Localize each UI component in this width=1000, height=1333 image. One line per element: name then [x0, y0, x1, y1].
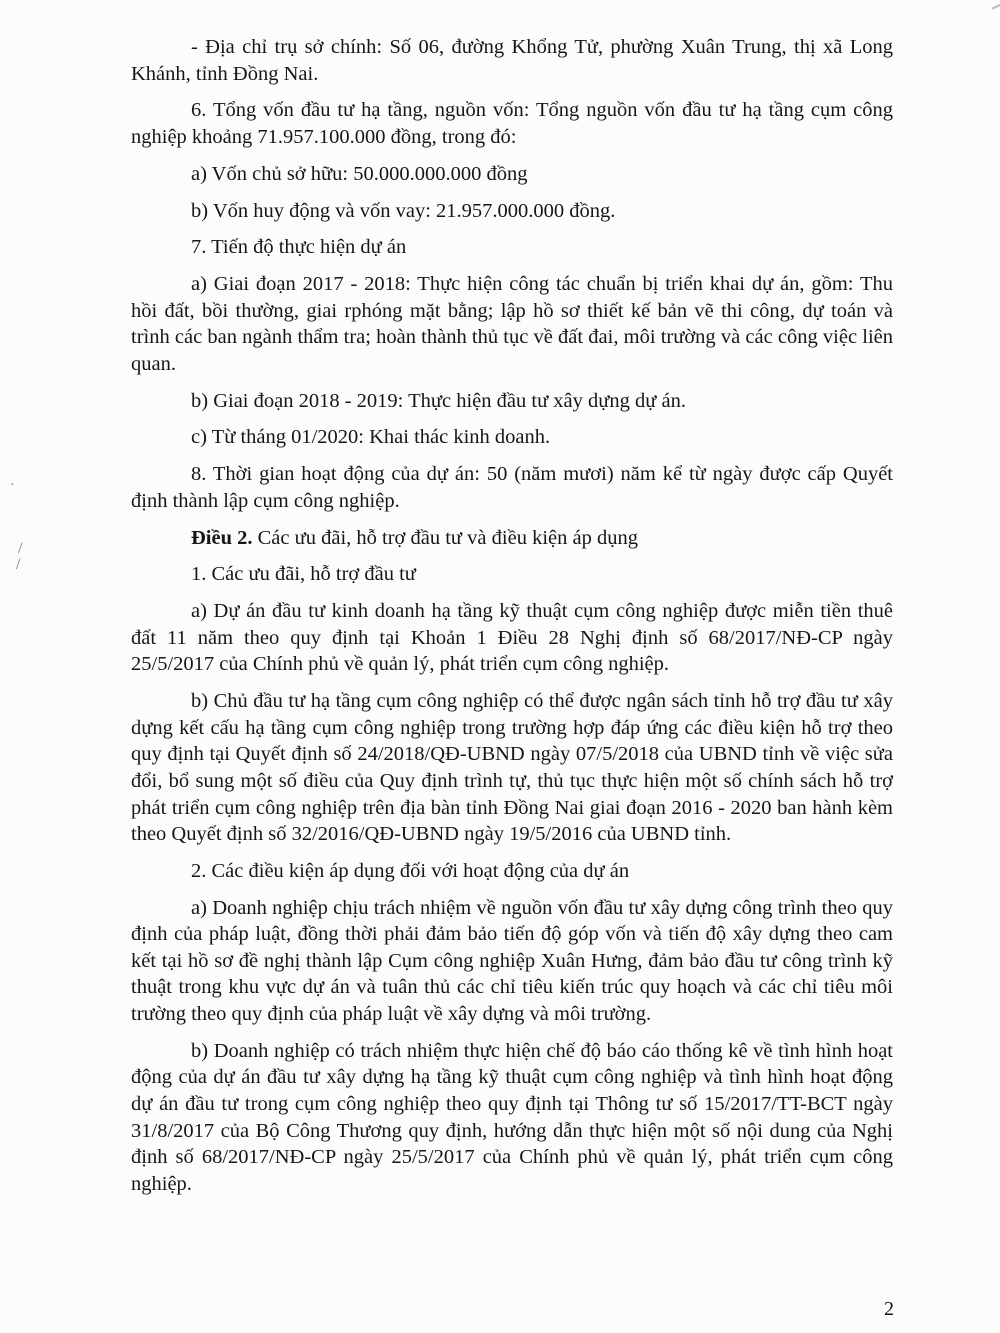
margin-mark: /: [16, 556, 21, 573]
paragraph: 6. Tổng vốn đầu tư hạ tầng, nguồn vốn: Tổng nguồn vốn đầu tư hạ tầng cụm công nghiệp khoảng 71.957.100.000 đồng, trong đó:: [131, 99, 893, 148]
article-label: Điều 2.: [191, 526, 253, 549]
paragraph: a) Dự án đầu tư kinh doanh hạ tầng kỹ thuật cụm công nghiệp được miễn tiền thuê đất 11 năm theo quy định tại Khoản 1 Điều 28 Nghị định số 68/2017/NĐ-CP ngày 25/5/2017 của Chính phủ về quản lý, phát triển cụm công nghiệp.: [131, 600, 893, 676]
paragraph: a) Vốn chủ sở hữu: 50.000.000.000 đồng: [191, 162, 528, 185]
paragraph: 1. Các ưu đãi, hỗ trợ đầu tư: [191, 563, 416, 586]
page-number: 2: [884, 1298, 894, 1320]
paragraph: b) Doanh nghiệp có trách nhiệm thực hiện chế độ báo cáo thống kê về tình hình hoạt động của dự án đầu tư xây dựng hạ tầng kỹ thuật cụm công nghiệp và tình hình hoạt động dự án đầu tư trong cụm công nghiệp theo quy định tại Thông tư số 15/2017/TT-BCT ngày 31/8/2017 của Bộ Công Thương quy định, hướng dẫn thực hiện một số nội dung của Nghị định số 68/2017/NĐ-CP ngày 25/5/2017 của Chính phủ về quản lý, phát triển cụm công nghiệp.: [131, 1039, 893, 1195]
corner-mark: [989, 0, 1000, 10]
margin-mark: ·: [10, 478, 15, 493]
margin-mark: /: [18, 540, 23, 557]
paragraph: 8. Thời gian hoạt động của dự án: 50 (năm mươi) năm kể từ ngày được cấp Quyết định thành lập cụm công nghiệp.: [131, 463, 893, 512]
paragraph: 7. Tiến độ thực hiện dự án: [191, 236, 407, 259]
paragraph: b) Chủ đầu tư hạ tầng cụm công nghiệp có thể được ngân sách tỉnh hỗ trợ đầu tư xây dựng kết cấu hạ tầng cụm công nghiệp trong trường hợp đáp ứng các điều kiện hỗ trợ theo quy định tại Quyết định số 24/2018/QĐ-UBND ngày 07/5/2018 của UBND tỉnh về việc sửa đổi, bổ sung một số điều của Quy định trình tự, thủ tục thực hiện một số chính sách hỗ trợ phát triển cụm công nghiệp trên địa bàn tỉnh Đồng Nai giai đoạn 2016 - 2020 ban hành kèm theo Quyết định số 32/2016/QĐ-UBND ngày 19/5/2016 của UBND tỉnh.: [131, 690, 893, 846]
paragraph: a) Giai đoạn 2017 - 2018: Thực hiện công tác chuẩn bị triển khai dự án, gồm: Thu hồi đất, bồi thường, giai rphóng mặt bằng; lập hồ sơ thiết kế bản vẽ thi công, dự toán và trình các ban ngành thẩm tra; hoàn thành thủ tục về đất đai, môi trường và các công việc liên quan.: [131, 273, 893, 375]
paragraph: c) Từ tháng 01/2020: Khai thác kinh doanh.: [191, 426, 551, 449]
paragraph: - Địa chỉ trụ sở chính: Số 06, đường Khổng Tử, phường Xuân Trung, thị xã Long Khánh, tỉnh Đồng Nai.: [131, 36, 893, 85]
paragraph: 2. Các điều kiện áp dụng đối với hoạt động của dự án: [191, 859, 630, 882]
paragraph: a) Doanh nghiệp chịu trách nhiệm về nguồn vốn đầu tư xây dựng công trình theo quy định của pháp luật, đồng thời phải đảm bảo tiến độ góp vốn và tiến độ xây dựng theo cam kết tại hồ sơ đề nghị thành lập Cụm công nghiệp Xuân Hưng, đảm bảo đầu tư công trình kỹ thuật trong khu vực dự án và tuân thủ các chỉ tiêu kiến trúc quy hoạch và các chỉ tiêu môi trường theo quy định của pháp luật về xây dựng và môi trường.: [131, 896, 893, 1026]
paragraph: b) Vốn huy động và vốn vay: 21.957.000.000 đồng.: [191, 199, 616, 222]
article-heading: [131, 525, 893, 552]
document-body: [131, 34, 893, 1208]
article-title: Các ưu đãi, hỗ trợ đầu tư và điều kiện áp dụng: [252, 526, 638, 549]
paragraph: b) Giai đoạn 2018 - 2019: Thực hiện đầu tư xây dựng dự án.: [191, 389, 686, 412]
